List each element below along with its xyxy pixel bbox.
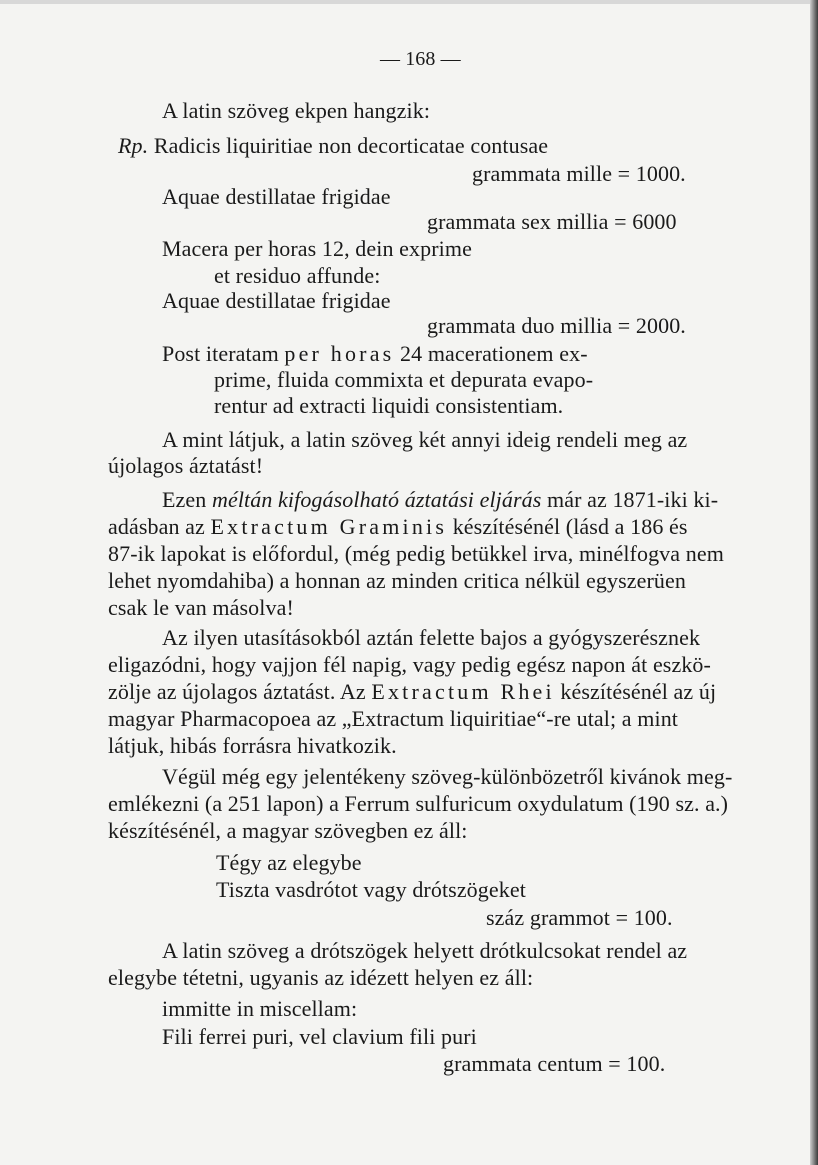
text-line [118, 133, 548, 159]
text-line: magyar Pharmacopoea az „Extractum liquiritiae“-re utal; a mint [108, 706, 679, 731]
text-span: adásban az [108, 514, 211, 539]
text-line: Tégy az elegybe [216, 850, 362, 875]
text-line: grammata sex millia = 6000 [427, 209, 677, 234]
text-line [162, 487, 718, 513]
text-span: 24 macerationem ex- [394, 341, 588, 366]
text-line: 87-ik lapokat is előfordul, (még pedig betükkel irva, minélfogva nem [108, 541, 724, 566]
text-line: immitte in miscellam: [162, 996, 358, 1021]
text-line: Macera per horas 12, dein exprime [162, 236, 472, 261]
text-line: grammata duo millia = 2000. [427, 313, 686, 338]
text-line: száz grammot = 100. [486, 905, 673, 930]
text-line: látjuk, hibás forrásra hivatkozik. [108, 733, 397, 758]
text-line: eligazódni, hogy vajjon fél napig, vagy pedig egész napon át eszkö- [108, 652, 711, 677]
text-line: A mint látjuk, a latin szöveg két annyi ideig rendeli meg az [162, 427, 688, 452]
text-line [108, 679, 716, 705]
text-line: Fili ferrei puri, vel clavium fili puri [162, 1024, 477, 1049]
text-line: elegybe tétetni, ugyanis az idézett helyen ez áll: [108, 965, 534, 990]
text-line: emlékezni (a 251 lapon) a Ferrum sulfuricum oxydulatum (190 sz. a.) [108, 791, 729, 816]
text-line: prime, fluida commixta et depurata evapo- [214, 367, 594, 392]
page-edge-right [810, 0, 818, 1165]
text-line: Aquae destillatae frigidae [162, 184, 391, 209]
text-span: Radicis liquiritiae non decorticatae contusae [153, 133, 549, 158]
text-line: lehet nyomdahiba) a honnan az minden critica nélkül egyszerüen [108, 568, 686, 593]
spaced-text: Extractum Rhei [371, 679, 555, 704]
text-line: grammata centum = 100. [443, 1051, 666, 1076]
text-span: készítésénél (lásd a 186 és [447, 514, 688, 539]
text-line: A latin szöveg ekpen hangzik: [162, 98, 431, 123]
recipe-abbrev: Rp. [118, 133, 149, 158]
text-line [108, 514, 688, 540]
text-line: grammata mille = 1000. [472, 161, 686, 186]
text-span: Ezen [162, 487, 212, 512]
text-line: csak le van másolva! [108, 595, 294, 620]
text-line: készítésénél, a magyar szövegben ez áll: [108, 818, 468, 843]
text-line: Végül még egy jelentékeny szöveg-különbözetről kivánok meg- [162, 764, 733, 789]
page-edge-top [0, 0, 818, 4]
italic-text: méltán kifogásolható áztatási eljárás [211, 487, 542, 512]
text-line: Aquae destillatae frigidae [162, 288, 391, 313]
text-line: újolagos áztatást! [108, 453, 264, 478]
text-line: A latin szöveg a drótszögek helyett drótkulcsokat rendel az [162, 938, 688, 963]
spaced-text: per horas [284, 341, 395, 366]
page-number: — 168 — [380, 48, 461, 70]
text-line: Az ilyen utasításokból aztán felette bajos a gyógyszerésznek [162, 625, 701, 650]
text-line: Tiszta vasdrótot vagy drótszögeket [216, 877, 526, 902]
text-span: Post iteratam [162, 341, 285, 366]
text-line [162, 341, 588, 367]
text-line: rentur ad extracti liquidi consistentiam. [214, 393, 564, 418]
text-span: már az 1871-iki ki- [541, 487, 719, 512]
text-span: zölje az újolagos áztatást. Az [108, 679, 372, 704]
spaced-text: Extractum Graminis [210, 514, 448, 539]
text-line: et residuo affunde: [214, 263, 381, 288]
text-span: készítésénél az új [554, 679, 717, 704]
